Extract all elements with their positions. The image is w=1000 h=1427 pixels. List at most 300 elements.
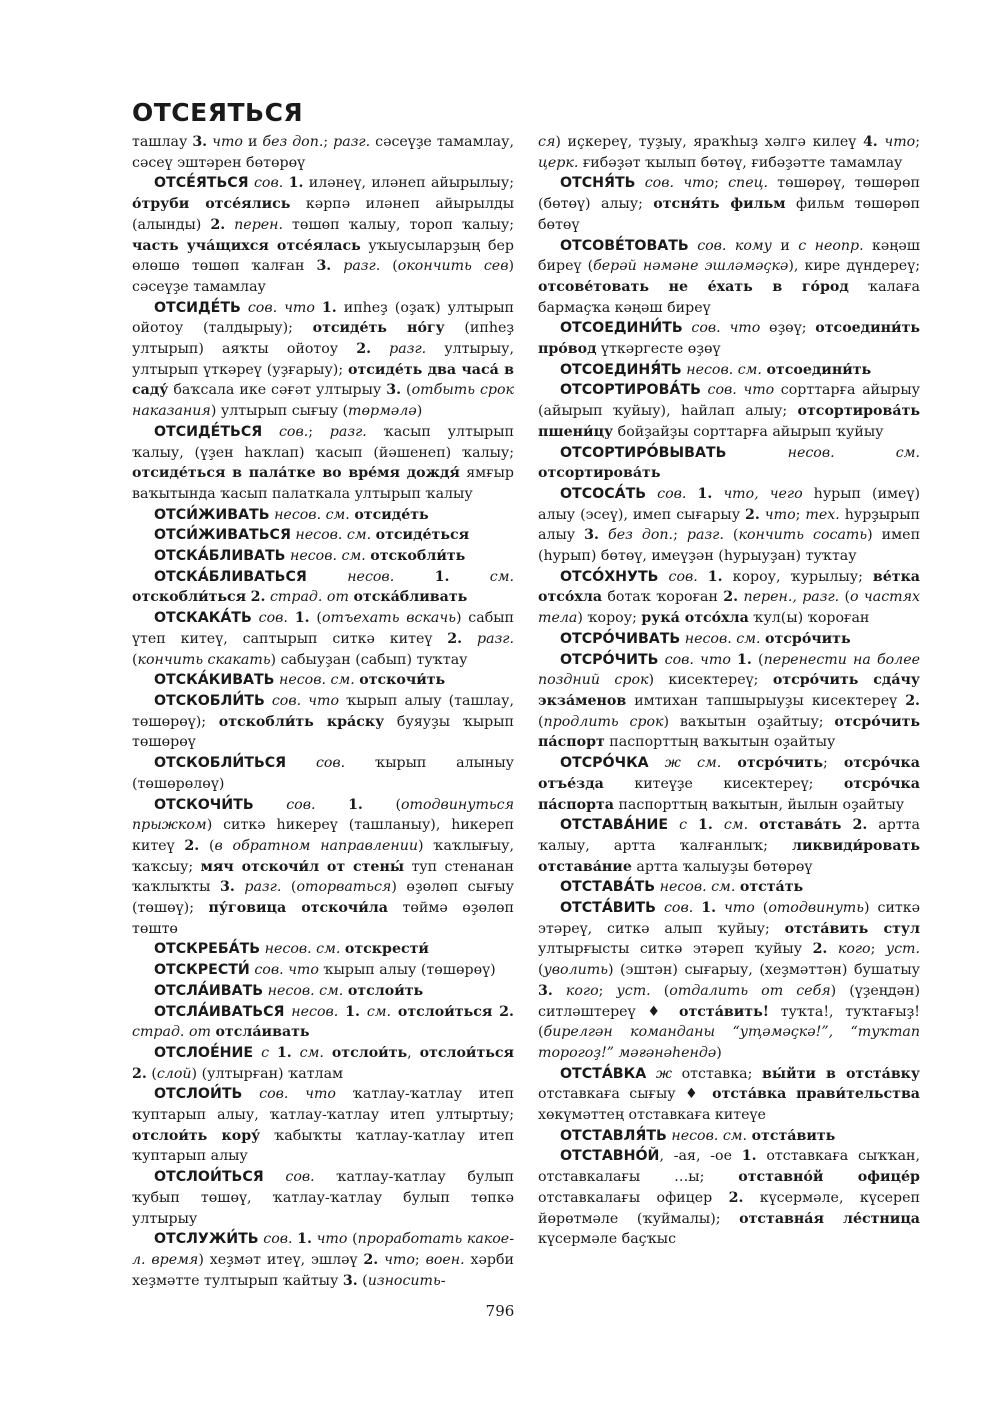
headword: ОТСОРТИРО́ВЫВАТЬ — [560, 444, 727, 461]
entry-text: ) ситкә этәреү, ситкә алып ҡуйыу; — [538, 900, 921, 937]
entry-text — [324, 1045, 332, 1061]
example-phrase: 1. — [698, 817, 713, 834]
dictionary-entry — [538, 753, 920, 815]
grammar-label: страд. от — [269, 589, 349, 606]
example-phrase: 1. — [737, 651, 752, 668]
entry-text — [391, 1004, 398, 1020]
entry-text — [307, 569, 347, 585]
example-phrase: 3. — [538, 982, 553, 999]
example-phrase: отскобли́ться — [132, 589, 247, 606]
entry-text: ; — [414, 1251, 426, 1268]
entry-text: кәрпә иләнеп айырылды (алынды) — [132, 196, 514, 233]
entry-text: ипһеҙ (оҙаҡ) ултырып ойотоу (талдырыу); — [132, 299, 514, 337]
grammar-label: берәй нәмәне эшләмәҫкә — [593, 258, 789, 275]
grammar-label: ж — [655, 1065, 672, 1082]
entry-text — [658, 569, 668, 585]
grammar-label: сов. — [657, 485, 687, 502]
dictionary-entry — [538, 629, 920, 650]
example-phrase: отска́бливать — [353, 589, 468, 606]
entry-text — [269, 1045, 277, 1061]
example-phrase: отсро́чить сда́чу экза́менов — [538, 672, 920, 709]
grammar-label: перенести на более поздний срок — [538, 651, 921, 689]
entry-text — [286, 755, 316, 771]
grammar-label: несов. см. — [267, 982, 344, 999]
headword: ОТСОЕДИНИ́ТЬ — [560, 320, 683, 337]
grammar-label: сов. что — [271, 692, 340, 709]
entry-text: ; — [870, 941, 886, 958]
entry-text — [254, 797, 287, 813]
grammar-label: с — [261, 1044, 270, 1061]
entry-text: бойҙайҙы сорттарға айырып ҡуйыу — [613, 423, 884, 440]
entry-text: ( — [199, 837, 215, 854]
entry-text: ) ултырып сығыу ( — [210, 403, 349, 420]
dictionary-entry — [132, 795, 514, 940]
entry-text: буяуҙы ҡырып төшөрөү — [132, 713, 514, 751]
dictionary-entry — [132, 939, 514, 960]
entry-text: ҡалаға бармаҫҡа кәңәш биреү — [538, 278, 920, 316]
grammar-label: что — [884, 134, 916, 150]
dictionary-entry — [132, 546, 514, 567]
entry-text: ; — [795, 506, 806, 523]
entry-text — [827, 941, 837, 957]
dictionary-entry — [538, 1064, 920, 1126]
grammar-label: сов. что — [691, 320, 761, 337]
entry-text: ( — [309, 610, 322, 627]
headword: ОТСКРЕБА́ТЬ — [154, 941, 261, 958]
entry-text: һурҙырып алыу — [538, 506, 921, 544]
entry-text: ултырыу, ултырып үткәреү (уҙғарыу); — [132, 341, 514, 378]
example-phrase: отсро́чить — [765, 630, 851, 647]
dictionary-entry — [538, 815, 920, 877]
example-phrase: рука́ отсо́хла — [641, 610, 749, 627]
entry-text — [292, 1045, 300, 1061]
grammar-label: сов. — [258, 610, 288, 627]
entry-text: ) сәсеүҙе тамамлау — [132, 258, 514, 295]
grammar-label: с неопр. — [798, 237, 864, 254]
example-phrase: ликвиди́ровать отстава́ние — [538, 837, 920, 875]
headword: ОТСТАВЛЯ́ТЬ — [560, 1127, 667, 1144]
grammar-label: оторваться — [296, 879, 392, 896]
grammar-label: несов. см. — [290, 548, 366, 565]
example-phrase: мяч отскочи́л от стены́ — [200, 858, 405, 875]
entry-text: ҡасып ултырып ҡалыу, (үҙен һаҡлап) ҡасып (йәшенеп) ҡалыу; — [132, 423, 514, 461]
entry-text: ( — [839, 589, 851, 606]
grammar-label: несов. см. — [684, 630, 761, 647]
entry-text: артта ҡалыуҙы бөтөрөү — [631, 858, 813, 875]
example-phrase: отста́вка прави́тельства — [712, 1086, 920, 1103]
example-phrase: ве́тка отсо́хла — [538, 568, 921, 606]
entry-text: ( — [538, 713, 544, 730]
grammar-label: несов. — [291, 1003, 339, 1020]
headword: ОТСТА́ВКА — [560, 1065, 647, 1082]
grammar-label: см. — [299, 1044, 324, 1061]
grammar-label: кончить скакать — [137, 651, 271, 668]
headword: ОТСИ́ЖИВАТЬСЯ — [154, 527, 291, 544]
entry-text: ҡатлау-ҡатлау булып ҡубып төшөү, ҡатлау-ҡатлау булып төпкә ултырыу — [132, 1169, 514, 1227]
example-phrase: отслои́ть — [347, 982, 424, 999]
page-number: 796 — [485, 1302, 515, 1320]
entry-text — [713, 817, 724, 833]
headword: ОТСКА́БЛИВАТЬСЯ — [154, 568, 307, 585]
example-phrase: 3. — [584, 527, 599, 544]
entry-text — [331, 258, 343, 274]
grammar-label: сов. кому — [697, 237, 772, 254]
example-phrase: 2. — [723, 589, 739, 606]
headword: ОТСОЕДИНЯ́ТЬ — [560, 361, 682, 378]
example-phrase: о́труби отсе́ялись — [132, 196, 291, 213]
grammar-label: тех. — [805, 506, 840, 523]
grammar-label: сов. что — [644, 175, 715, 192]
entry-text — [462, 631, 477, 647]
entry-text: фильм төшөрөп бөтөү — [538, 196, 920, 233]
entry-text: туп стенанан ҡаҡлыҡты — [132, 858, 514, 896]
entry-text — [449, 569, 489, 585]
grammar-label: что — [316, 1231, 348, 1248]
headword: ОТСКАКА́ТЬ — [154, 610, 252, 627]
headword: ОТСОСА́ТЬ — [560, 485, 647, 502]
dictionary-entry — [538, 318, 920, 359]
grammar-label: износить- — [367, 1272, 446, 1289]
example-phrase: отсро́чка отъе́зда — [538, 755, 920, 792]
entry-text: ) ҡороу; — [577, 610, 642, 627]
example-phrase: 1. — [321, 299, 337, 316]
grammar-label: разг. — [343, 258, 381, 275]
grammar-label: проработать какое-л. время — [132, 1231, 514, 1268]
example-phrase: 1. — [701, 900, 717, 917]
entry-text — [646, 486, 657, 502]
entry-text: ) ҡаҡлығыу, ҡаҡсыу; — [132, 837, 514, 875]
entry-text: ( — [146, 1065, 157, 1082]
grammar-label: бирелгән команданы “уҭәмәҫкә!”, “туҡтап торогоҙ!” мәғәнәһендә — [538, 1024, 920, 1061]
entry-text: ( — [650, 982, 670, 999]
example-phrase: 2. — [812, 941, 828, 958]
entry-text: паспорттың ваҡытын оҙайтыу — [604, 734, 836, 751]
example-phrase: отсортирова́ть — [538, 465, 661, 482]
example-phrase: отскобли́ть кра́ску — [218, 713, 385, 730]
grammar-label: сов. что — [247, 299, 315, 316]
entry-text: ) ситкә һикереү (ташланыу), һикереп китеү — [132, 817, 514, 854]
grammar-label: сов. — [285, 1169, 315, 1186]
grammar-label: продлить срок — [543, 713, 664, 730]
dictionary-entry — [538, 360, 920, 381]
dictionary-entry — [132, 691, 514, 753]
example-phrase: вы́йти в отста́вку — [762, 1065, 921, 1082]
example-phrase: 1. — [288, 175, 304, 192]
entry-text: ( — [362, 796, 401, 813]
entry-text: паспорттың ваҡытын, йылын оҙайтыу — [613, 796, 905, 813]
grammar-label: отодвинуться прыжком — [132, 796, 514, 834]
headword: ОТСЛА́ИВАТЬ — [154, 982, 264, 999]
example-phrase: отсро́чка па́спорта — [538, 775, 920, 813]
example-phrase: отсоедини́ть про́вод — [538, 320, 920, 358]
grammar-label: отъехать вскачь — [321, 610, 456, 627]
entry-text — [315, 300, 322, 316]
entry-text — [701, 382, 708, 398]
example-phrase: 2. — [356, 341, 372, 358]
entry-text: ) хеҙмәт итеү, эшләү — [198, 1251, 364, 1268]
entry-text: төшөрөү, төшөрөп (бөтөү) алыу; — [538, 175, 920, 213]
entry-text — [721, 755, 737, 771]
grammar-label: перен., разг. — [743, 589, 840, 606]
grammar-label: сов. — [286, 796, 316, 813]
dictionary-entry — [132, 525, 514, 546]
dictionary-entry — [538, 132, 920, 173]
entry-text: кәңәш биреү ( — [538, 237, 920, 275]
entry-text: төшөп ҡалыу, тороп ҡалыу; — [283, 216, 515, 233]
dictionary-entry — [132, 753, 514, 794]
grammar-label: несов. — [347, 568, 395, 585]
entry-text: ( — [538, 962, 544, 979]
example-phrase: отсортирова́ть пшени́цу — [538, 403, 920, 440]
headword: ОТСЕ́ЯТЬСЯ — [154, 175, 249, 192]
entry-text: туҡта!, туҡтағыҙ! ( — [538, 1003, 920, 1041]
entry-text — [553, 983, 566, 999]
entry-text — [712, 486, 723, 502]
dictionary-entry — [132, 298, 514, 422]
grammar-label: что, чего — [723, 485, 803, 502]
entry-text: ҡул(ы) ҡороған — [748, 610, 870, 627]
headword: ОТСЛУЖИ́ТЬ — [154, 1231, 259, 1248]
grammar-label: разг. — [389, 341, 427, 358]
grammar-label: с — [679, 817, 688, 834]
example-phrase: отста́вить — [751, 1127, 836, 1144]
example-phrase: 2. — [210, 216, 226, 233]
entry-text: ) өҙөлөп сығыу (төшөү); — [132, 879, 514, 917]
headword: ОТСЛОЕ́НИЕ — [154, 1044, 254, 1061]
example-phrase: отсня́ть фильм — [653, 196, 786, 213]
example-phrase: отставна́я ле́стница — [739, 1210, 921, 1227]
entry-text — [693, 900, 701, 916]
example-phrase: отсла́ивать — [215, 1024, 310, 1041]
dictionary-entry — [538, 567, 920, 629]
grammar-label: сов. что — [259, 1086, 336, 1103]
entry-text: ( — [132, 651, 138, 668]
example-phrase: отставно́й офице́р — [738, 1169, 920, 1186]
grammar-label: сов. — [663, 900, 694, 917]
dictionary-entry — [132, 132, 514, 173]
headword: ОТСНЯ́ТЬ — [560, 175, 636, 192]
left-column — [132, 132, 514, 1291]
dictionary-entry — [132, 1084, 514, 1167]
example-phrase: 2. — [745, 506, 760, 523]
dictionary-entry — [132, 1167, 514, 1229]
headword: ОТСКРЕСТИ́ — [154, 962, 250, 979]
dictionary-entry — [538, 484, 920, 567]
entry-text: ) имеп (һурып) бөтөү, имеүҙән (һурыуҙан) туҡтау — [538, 527, 921, 565]
example-phrase: отслои́ть — [331, 1044, 408, 1061]
grammar-label: сов. — [263, 1231, 293, 1248]
entry-text: ) — [716, 1044, 722, 1061]
headword: ОТСО́ХНУТЬ — [560, 568, 659, 585]
dictionary-entry — [538, 1146, 920, 1250]
dictionary-entry — [132, 1043, 514, 1084]
right-column — [538, 132, 920, 1250]
headword: ОТСРО́ЧКА — [560, 755, 649, 772]
headword: ОТСРО́ЧИВАТЬ — [560, 630, 681, 647]
example-phrase: отстава́ть — [759, 817, 842, 834]
entry-text: ултырғысты ситкә этәреп ҡуйыу — [538, 941, 813, 958]
grammar-label: несов. см. — [671, 1127, 748, 1144]
example-phrase: 1. — [276, 1044, 292, 1061]
grammar-label: перен. — [234, 216, 284, 233]
entry-text — [668, 817, 679, 833]
headword: ОТСОВЕ́ТОВАТЬ — [560, 237, 689, 254]
entry-text: (ипһеҙ ултырып) аяҡты ойотоу — [132, 320, 514, 358]
grammar-label: сов. — [315, 755, 346, 772]
example-phrase: 1. — [697, 485, 713, 502]
grammar-label: что — [723, 900, 755, 917]
entry-text — [599, 527, 608, 543]
dictionary-entry — [132, 1002, 514, 1043]
entry-text: һурып (имеү) алыу (эсеү), имеп сығарыу — [538, 485, 921, 523]
example-phrase: 3. — [316, 258, 332, 275]
entry-text — [225, 217, 234, 233]
grammar-label: без доп. — [608, 527, 674, 544]
example-phrase: отсиде́ть но́гу — [312, 320, 445, 337]
headword: ОТСКА́КИВАТЬ — [154, 672, 275, 689]
grammar-label: сов. что — [664, 651, 731, 668]
entry-text: ҡатлау-ҡатлау итеп ҡуптарып алыу, ҡатлау-ҡатлау итеп ултыртыу; — [132, 1086, 514, 1124]
dictionary-entry — [132, 567, 514, 608]
entry-text — [252, 610, 259, 626]
grammar-label: отдалить от себя — [669, 982, 831, 999]
grammar-label: сов. — [253, 175, 284, 192]
headword: ОТСЛОИ́ТЬ — [154, 1086, 243, 1103]
example-phrase: 2. — [852, 817, 868, 834]
example-phrase: отсове́товать не е́хать в го́род — [538, 278, 849, 295]
dictionary-entry — [132, 1229, 514, 1291]
entry-text: имтихан тапшырыуҙы кисектереү — [626, 692, 906, 709]
entry-text — [235, 879, 245, 895]
example-phrase: отскочи́ть — [359, 672, 446, 689]
entry-text: короу, ҡурылыу; — [722, 568, 873, 585]
grammar-label: что — [384, 1251, 415, 1268]
example-phrase: 1. — [434, 568, 450, 585]
headword: ОТСТА́ВИТЬ — [560, 900, 656, 917]
grammar-label: см. — [366, 1003, 392, 1020]
entry-text: ( — [281, 879, 297, 896]
dictionary-entry — [132, 505, 514, 526]
grammar-label: разг. — [686, 527, 724, 544]
example-phrase: отсиде́ть два часа́ в саду́ — [132, 361, 514, 399]
running-head: ОТСЕЯТЬСЯ — [132, 98, 304, 127]
entry-text: ; — [714, 175, 729, 192]
entry-text — [748, 817, 759, 833]
entry-text: отставка; — [672, 1065, 763, 1082]
example-phrase: 2. — [905, 692, 920, 709]
entry-text: сәсеүҙе тамамлау, сәсеү эштәрен бөтөрөү — [132, 134, 514, 171]
example-phrase: отскрести́ — [344, 941, 429, 958]
example-phrase: 2. — [447, 630, 463, 647]
dictionary-entry — [132, 608, 514, 670]
entry-text: отставкалағы офицер — [538, 1189, 729, 1206]
entry-text: ) иҫкереү, туҙыу, яраҡһыҙ хәлгә килеү — [555, 134, 863, 150]
grammar-label: см. — [489, 568, 514, 585]
example-phrase: отста́вить стул — [784, 920, 920, 937]
grammar-label: без доп. — [262, 134, 324, 150]
entry-text — [253, 1045, 261, 1061]
example-phrase: 2. — [499, 1003, 514, 1020]
example-phrase: отсиде́ть — [354, 506, 429, 523]
entry-text: ) (эштән) сығарыу, (хеҙмәттән) бушатыу — [607, 962, 920, 979]
entry-text: ; — [673, 527, 687, 544]
grammar-label: сов. что — [707, 382, 775, 399]
entry-text — [394, 569, 434, 585]
entry-text: ( — [380, 258, 398, 275]
grammar-label: воен. — [425, 1251, 465, 1268]
entry-text: ( — [751, 651, 764, 668]
grammar-label: в обратном направлении — [214, 837, 418, 854]
grammar-label: кого — [837, 941, 871, 958]
headword: ОТСКОБЛИ́ТЬСЯ — [154, 755, 287, 772]
example-phrase: 2. — [363, 1251, 379, 1268]
example-phrase: отсоедини́ть — [766, 361, 872, 378]
entry-text: ; — [822, 755, 844, 772]
example-phrase: отсро́чить па́спорт — [538, 713, 921, 751]
entry-text: ; — [598, 982, 617, 999]
headword: ОТСИДЕ́ТЬ — [154, 299, 241, 316]
example-phrase: 1. — [294, 610, 310, 627]
entry-text: иләнеү, иләнеп айырылыу; — [303, 175, 514, 192]
example-phrase: 3. — [386, 382, 402, 399]
dictionary-entry — [132, 670, 514, 691]
entry-text: ҡырып алыу (ташлау, төшөрөү); — [132, 692, 514, 730]
entry-text — [371, 341, 389, 357]
entry-text: күсермәле, күсереп йөрөтмәле (ҡуймалы); — [538, 1189, 920, 1227]
entry-text — [646, 1066, 656, 1082]
grammar-label: разг. — [333, 134, 371, 150]
dictionary-entry — [538, 236, 920, 319]
entry-text: ; — [915, 134, 920, 150]
entry-text — [360, 1004, 367, 1020]
entry-text: ( — [723, 527, 739, 544]
dictionary-entry — [538, 173, 920, 235]
headword: ОТСОРТИРОВА́ТЬ — [560, 382, 701, 399]
entry-text — [686, 486, 697, 502]
dictionary-entry — [538, 898, 920, 1064]
entry-text: баҡсала ике сәғәт ултырыу — [168, 382, 387, 399]
entry-text: өҙөү; — [760, 320, 816, 337]
entry-text — [698, 569, 708, 585]
example-phrase: 2. — [132, 1065, 147, 1082]
dictionary-entry — [538, 877, 920, 898]
entry-text: ташлау — [132, 134, 193, 150]
example-phrase: 1. — [741, 1148, 757, 1165]
grammar-label: ся — [538, 134, 556, 150]
entry-text: ), кире дүндереү; — [788, 258, 920, 275]
entry-text: ҡырып алыныу (төшөрөлөү) — [132, 755, 514, 792]
headword: ОТСИ́ЖИВАТЬ — [154, 506, 270, 523]
headword: ОТСКОБЛИ́ТЬ — [154, 692, 265, 709]
headword: ОТСКОЧИ́ТЬ — [154, 796, 254, 813]
dictionary-entry — [538, 443, 920, 484]
entry-text: ) (үҙеңдән) ситләштереү ♦ — [538, 982, 921, 1020]
entry-text: ( — [754, 900, 769, 917]
entry-text — [635, 175, 644, 191]
entry-text: ) кисектереү; — [648, 672, 773, 689]
grammar-label: окончить сев — [397, 258, 509, 275]
entry-text: уҡыусыларҙың бер өлөшө төшөп ҡалған — [132, 237, 514, 275]
grammar-label: несов. см. — [659, 879, 736, 896]
grammar-label: уволить — [543, 962, 608, 979]
example-phrase: отсиде́ться — [375, 527, 470, 544]
entry-text: ғибәҙәт ҡылып бөтөү, ғибәҙәтте тамамлау — [578, 154, 903, 171]
entry-text — [315, 797, 348, 813]
grammar-label: отодвинуть — [768, 900, 864, 917]
grammar-label: отбыть срок наказания — [132, 382, 514, 420]
dictionary-entry — [132, 422, 514, 505]
example-phrase: отсро́чить — [737, 755, 823, 772]
